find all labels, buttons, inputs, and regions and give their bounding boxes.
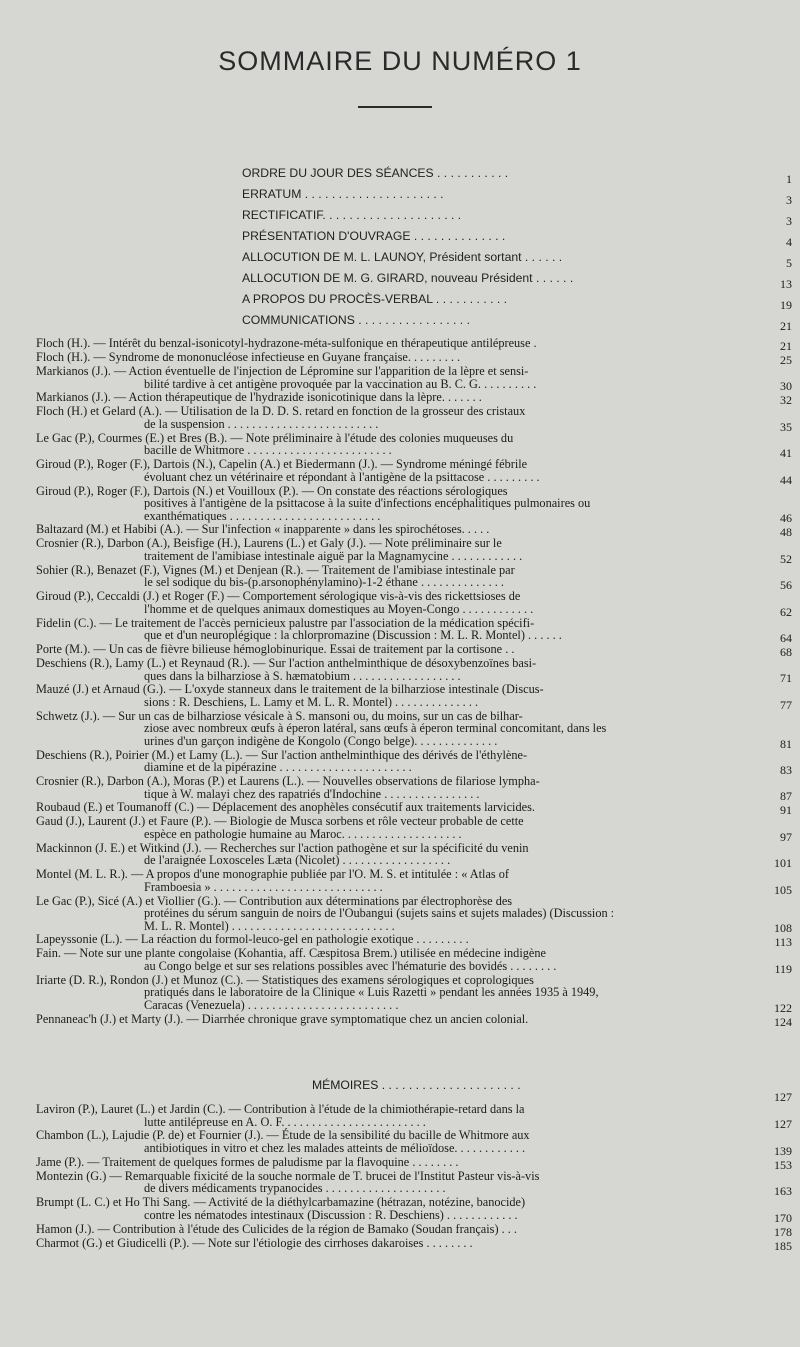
entry-text <box>36 391 784 404</box>
entry-page: 30 <box>780 379 792 394</box>
entry-text <box>36 868 784 893</box>
entry-line: Montel (M. L. R.). — A propos d'une monographie publiée par l'O. M. S. et intitulée : « Atlas of <box>36 867 510 882</box>
entry-page: 52 <box>780 551 792 566</box>
entry-page: 119 <box>774 961 792 976</box>
entry-line: bilité tardive à cet antigène provoquée par la vaccination au B. C. G. . . . . . . . . . <box>144 376 537 391</box>
entry-text <box>36 337 784 350</box>
entry-page: 77 <box>780 697 792 712</box>
section-row <box>0 292 800 312</box>
entry-text <box>36 749 784 774</box>
entry-line: Gaud (J.), Laurent (J.) et Faure (P.). — Biologie de Musca sorbens et rôle vecteur probable de cette <box>36 814 524 829</box>
section-label: RECTIFICATIF. . . . . . . . . . . . . . . . . . . . . <box>242 208 462 222</box>
entry-line: Baltazard (M.) et Habibi (A.). — Sur l'infection « inapparente » dans les spirochétoses. . . . . <box>36 522 490 537</box>
entry-text <box>36 947 784 972</box>
entry-page: 127 <box>774 1117 792 1132</box>
entry-line: Fain. — Note sur une plante congolaise (Kohantia, aff. Cæspitosa Brem.) utilisée en médecine indigène <box>36 946 546 961</box>
entry-line: Caracas (Venezuela) . . . . . . . . . . . . . . . . . . . . . . . . . <box>144 997 399 1012</box>
entry-line: exanthématiques . . . . . . . . . . . . . . . . . . . . . . . . . <box>144 508 381 523</box>
entry-page: 139 <box>774 1143 792 1158</box>
entry-line: Markianos (J.). — Action thérapeutique de l'hydrazide isonicotinique dans la lèpre. . . . . . . <box>36 390 482 405</box>
entry-line: lutte antilépreuse en A. O. F. . . . . . . . . . . . . . . . . . . . . . . . <box>144 1114 426 1129</box>
entry-line: Deschiens (R.), Poirier (M.) et Lamy (L.). — Sur l'action anthelminthique des dérivés de l'éthylène- <box>36 747 528 762</box>
entry-line: Pennaneac'h (J.) et Marty (J.). — Diarrhée chronique grave symptomatique chez un ancien colonial. <box>36 1011 529 1026</box>
entry-line: le sel sodique du bis-(p.arsonophénylamino)-1-2 éthane . . . . . . . . . . . . . . <box>144 575 504 590</box>
section-row <box>0 229 800 249</box>
entry-page: 46 <box>780 511 792 526</box>
entry-line: bacille de Whitmore . . . . . . . . . . . . . . . . . . . . . . . . <box>144 443 392 458</box>
entry-line: Charmot (G.) et Giudicelli (P.). — Note sur l'étiologie des cirrhoses dakaroises . . . . . . . . <box>36 1235 473 1250</box>
entry-text <box>36 1103 784 1128</box>
entry-page: 124 <box>774 1014 792 1029</box>
entry-line: Floch (H.). — Syndrome de mononucléose infectieuse en Guyane française. . . . . . . . . <box>36 350 461 364</box>
entry-page: 41 <box>780 446 792 461</box>
entry-page: 44 <box>780 472 792 487</box>
entry-line: antibiotiques in vitro et chez les malades atteints de mélioïdose. . . . . . . . . . . . <box>144 1140 526 1155</box>
entry-text <box>36 617 784 642</box>
entry-page: 101 <box>774 856 792 871</box>
section-label: ALLOCUTION DE M. L. LAUNOY, Président sortant . . . . . . <box>242 250 563 264</box>
section-row <box>0 166 800 186</box>
entry-page: 97 <box>780 829 792 844</box>
entry-line: que et d'un neuroplégique : la chlorpromazine (Discussion : M. L. R. Montel) . . . . . . <box>144 628 562 643</box>
entry-line: sions : R. Deschiens, L. Lamy et M. L. R. Montel) . . . . . . . . . . . . . . <box>144 694 479 709</box>
entry-page: 56 <box>780 578 792 593</box>
entry-text <box>36 710 784 748</box>
entry-text <box>36 775 784 800</box>
entry-text <box>36 351 784 364</box>
entry-line: protéines du sérum sanguin de noirs de l'Oubangui (sujets sains et sujets malades) (Discussion : <box>144 906 615 921</box>
entry-page: 64 <box>780 630 792 645</box>
section-label: COMMUNICATIONS . . . . . . . . . . . . . . . . . <box>242 313 470 327</box>
section-page: 13 <box>780 277 792 291</box>
entry-text <box>36 895 784 933</box>
entry-line: positives à l'antigène de la psittacose à la suite d'infections encéphalitiques pulmonaires ou <box>144 496 591 511</box>
entry-line: Schwetz (J.). — Sur un cas de bilharziose vésicale à S. mansoni ou, du moins, sur un cas de bilhar- <box>36 708 523 723</box>
entry-page: 113 <box>774 935 792 950</box>
entry-page: 32 <box>780 393 792 408</box>
section-page: 21 <box>780 319 792 333</box>
entry-text <box>36 405 784 430</box>
entry-page: 48 <box>780 525 792 540</box>
entry-page: 71 <box>780 671 792 686</box>
section-label: A PROPOS DU PROCÈS-VERBAL . . . . . . . . . . . <box>242 292 508 306</box>
entry-text <box>36 1223 784 1236</box>
section-page: 1 <box>786 172 792 186</box>
entry-text <box>36 1170 784 1195</box>
entry-page: 105 <box>774 882 792 897</box>
entry-text <box>36 643 784 656</box>
entry-line: de l'araignée Loxosceles Læta (Nicolet) . . . . . . . . . . . . . . . . . . <box>144 853 451 868</box>
entry-page: 62 <box>780 604 792 619</box>
section-row <box>0 271 800 291</box>
entry-line: M. L. R. Montel) . . . . . . . . . . . . . . . . . . . . . . . . . . . <box>144 918 395 933</box>
section-row <box>0 187 800 207</box>
entry-page: 122 <box>774 1000 792 1015</box>
entry-text <box>36 485 784 523</box>
entry-page: 178 <box>774 1224 792 1239</box>
section-label: PRÉSENTATION D'OUVRAGE . . . . . . . . . . . . . . <box>242 229 506 243</box>
entry-text <box>36 1156 784 1169</box>
entry-page: 68 <box>780 645 792 659</box>
entry-line: Sohier (R.), Benazet (F.), Vignes (M.) et Denjean (R.). — Traitement de l'amibiase intestinale par <box>36 562 515 577</box>
entry-text <box>36 432 784 457</box>
section-row <box>0 208 800 228</box>
entry-line: Mauzé (J.) et Arnaud (G.). — L'oxyde stanneux dans le traitement de la bilharziose intestinale (Discus- <box>36 682 544 697</box>
entry-line: Markianos (J.). — Action éventuelle de l'injection de Lépromine sur l'apparition de la lèpre et sensi- <box>36 364 529 378</box>
entry-line: Laviron (P.), Lauret (L.) et Jardin (C.). — Contribution à l'étude de la chimiothérapie-retard dans la <box>36 1102 525 1116</box>
section-page: 3 <box>786 214 792 228</box>
entry-text <box>36 1013 784 1026</box>
entry-line: Crosnier (R.), Darbon (A.), Beisfige (H.), Laurens (L.) et Galy (J.). — Note préliminaire sur le <box>36 536 502 551</box>
entry-line: Le Gac (P.), Courmes (E.) et Bres (B.). — Note préliminaire à l'étude des colonies muqueuses du <box>36 430 514 445</box>
entry-line: Brumpt (L. C.) et Ho Thi Sang. — Activité de la diéthylcarbamazine (hétrazan, notézine, banocide) <box>36 1195 526 1210</box>
entry-line: Giroud (P.), Roger (F.), Dartois (N.) et Vouilloux (P.). — On constate des réactions sérologiques <box>36 483 508 498</box>
entry-line: diamine et de la pipérazine . . . . . . . . . . . . . . . . . . . . . . <box>144 760 412 775</box>
entry-line: au Congo belge et sur ses relations possibles avec l'hématurie des bovidés . . . . . . . . <box>144 958 557 973</box>
title-divider <box>358 106 432 108</box>
entry-line: tique à W. malayi chez des rapatriés d'Indochine . . . . . . . . . . . . . . . . <box>144 786 480 801</box>
entry-line: ziose avec nombreux œufs à éperon latéral, sans œufs à éperon terminal concomitant, dans les <box>144 721 607 736</box>
section-label: ERRATUM . . . . . . . . . . . . . . . . . . . . . <box>242 187 444 201</box>
entry-line: Hamon (J.). — Contribution à l'étude des Culicides de la région de Bamako (Soudan français) . . . <box>36 1221 517 1236</box>
entry-page: 91 <box>780 803 792 818</box>
entry-text <box>36 523 784 536</box>
page-title: SOMMAIRE DU NUMÉRO 1 <box>218 46 582 76</box>
entry-line: Deschiens (R.), Lamy (L.) et Reynaud (R.). — Sur l'action anthelminthique de désoxybenzoïnes basi- <box>36 656 537 670</box>
entry-page: 87 <box>780 789 792 804</box>
section-page: 3 <box>786 193 792 207</box>
entry-text <box>36 801 784 814</box>
entry-line: Floch (H.) et Gelard (A.). — Utilisation de la D. D. S. retard en fonction de la grosseur des cristaux <box>36 404 526 419</box>
entry-text <box>36 365 784 390</box>
entry-text <box>36 1237 784 1250</box>
entry-page: 83 <box>780 762 792 777</box>
entry-line: urines d'un garçon indigène de Kongolo (Congo belge). . . . . . . . . . . . . . <box>144 733 498 748</box>
entry-line: Floch (H.). — Intérêt du benzal-isonicotyl-hydrazone-méta-sulfonique en thérapeutique antilépreuse . <box>36 336 537 350</box>
entry-text <box>36 537 784 562</box>
entry-text <box>36 842 784 867</box>
entry-text <box>36 590 784 615</box>
entry-line: contre les nématodes intestinaux (Discussion : R. Deschiens) . . . . . . . . . . . . <box>144 1207 518 1222</box>
entry-line: Iriarte (D. R.), Rondon (J.) et Munoz (C.). — Statistiques des examens sérologiques et coprologiques <box>36 972 534 987</box>
entry-line: traitement de l'amibiase intestinale aiguë par la Magnamycine . . . . . . . . . . . . <box>144 548 523 563</box>
entry-line: Porte (M.). — Un cas de fièvre bilieuse hémoglobinurique. Essai de traitement par la cortisone . . <box>36 642 515 656</box>
entry-text <box>36 657 784 682</box>
section-row <box>0 313 800 333</box>
memoires-page: 127 <box>774 1090 792 1104</box>
entry-text <box>36 974 784 1012</box>
entry-line: de la suspension . . . . . . . . . . . . . . . . . . . . . . . . . <box>144 416 379 431</box>
section-row <box>0 250 800 270</box>
entry-line: Chambon (L.), Lajudie (P. de) et Fournier (J.). — Étude de la sensibilité du bacille de Whitmore aux <box>36 1128 530 1143</box>
section-label: ORDRE DU JOUR DES SÉANCES . . . . . . . . . . . <box>242 166 509 180</box>
entry-page: 25 <box>780 353 792 367</box>
section-page: 19 <box>780 298 792 312</box>
section-page: 4 <box>786 235 792 249</box>
entry-text <box>36 1196 784 1221</box>
entry-line: évoluant chez un vétérinaire et répondant à l'antigène de la psittacose . . . . . . . . . <box>144 469 540 484</box>
memoires-label: MÉMOIRES . . . . . . . . . . . . . . . . . . . . . <box>312 1078 521 1092</box>
entry-text <box>36 458 784 483</box>
entry-line: Framboesia » . . . . . . . . . . . . . . . . . . . . . . . . . . . . <box>144 879 383 894</box>
section-label: ALLOCUTION DE M. G. GIRARD, nouveau Président . . . . . . <box>242 271 574 285</box>
entry-line: Lapeyssonie (L.). — La réaction du formol-leuco-gel en pathologie exotique . . . . . . . . . <box>36 932 469 947</box>
entry-text <box>36 815 784 840</box>
entry-page: 35 <box>780 419 792 434</box>
entry-line: de divers médicaments trypanocides . . . . . . . . . . . . . . . . . . . . <box>144 1181 446 1196</box>
entry-line: pratiqués dans le laboratoire de la Clinique « Luis Razetti » pendant les années 1935 à 1949, <box>144 985 599 1000</box>
entry-page: 153 <box>774 1157 792 1172</box>
entry-page: 185 <box>774 1238 792 1253</box>
entry-line: Mackinnon (J. E.) et Witkind (J.). — Recherches sur l'action pathogène et sur la spécificité du venin <box>36 840 529 855</box>
memoires-heading <box>0 1078 800 1104</box>
entry-line: Fidelin (C.). — Le traitement de l'accès pernicieux palustre par l'association de la médication spécifi- <box>36 615 535 630</box>
entry-line: Le Gac (P.), Sicé (A.) et Viollier (G.). — Contribution aux déterminations par électrophorèse des <box>36 893 513 908</box>
entry-page: 170 <box>774 1210 792 1225</box>
entry-line: Jame (P.). — Traitement de quelques formes de paludisme par la flavoquine . . . . . . . . <box>36 1154 459 1169</box>
entry-line: espèce en pathologie humaine au Maroc. . . . . . . . . . . . . . . . . . . . <box>144 826 462 841</box>
entry-text <box>36 564 784 589</box>
entry-line: l'homme et de quelques animaux domestiques au Moyen-Congo . . . . . . . . . . . . <box>144 601 534 616</box>
entry-line: Roubaud (E.) et Toumanoff (C.) — Déplacement des anophèles consécutif aux traitements larvicides. <box>36 800 535 815</box>
entry-line: Montezin (G.) — Remarquable fixicité de la souche normale de T. brucei de l'Institut Pasteur vis-à-vis <box>36 1168 540 1183</box>
entry-line: Crosnier (R.), Darbon (A.), Moras (P.) et Laurens (L.). — Nouvelles observations de filariose lympha- <box>36 774 540 788</box>
entry-text <box>36 1129 784 1154</box>
entry-line: ques dans la bilharziose à S. hæmatobium . . . . . . . . . . . . . . . . . . <box>144 668 461 683</box>
entry-line: Giroud (P.), Ceccaldi (J.) et Roger (F.) — Comportement sérologique vis-à-vis des rickettsioses de <box>36 589 521 604</box>
entry-page: 81 <box>780 736 792 751</box>
entry-page: 163 <box>774 1184 792 1199</box>
entry-page: 21 <box>780 339 792 353</box>
entry-page: 108 <box>774 921 792 936</box>
entry-text <box>36 933 784 946</box>
section-page: 5 <box>786 256 792 270</box>
entry-line: Giroud (P.), Roger (F.), Dartois (N.), Capelin (A.) et Biedermann (J.). — Syndrome méningé fébrile <box>36 457 528 472</box>
entry-text <box>36 683 784 708</box>
